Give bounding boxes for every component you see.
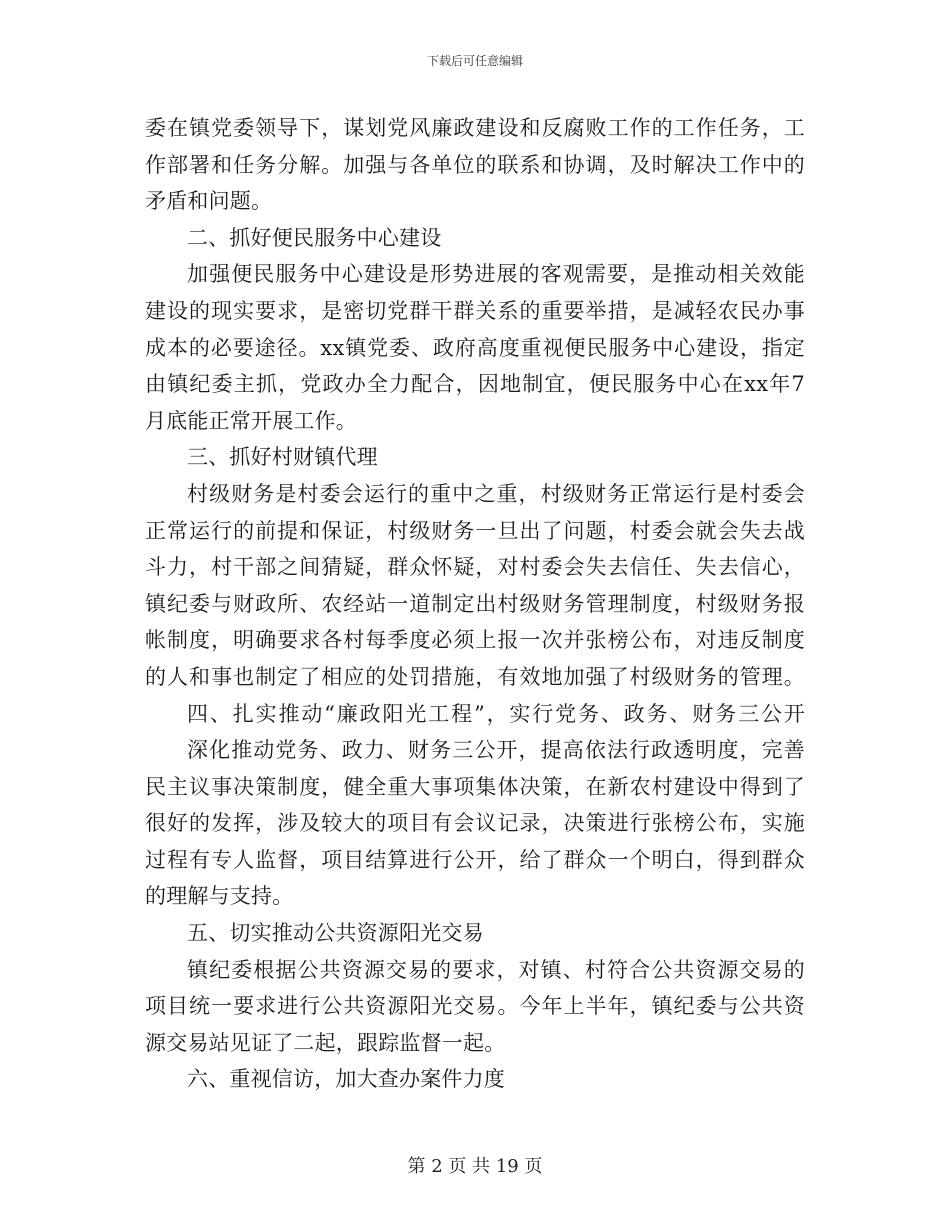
document-body (145, 110, 805, 1098)
page-header: 下载后可任意编辑 (426, 54, 523, 68)
paragraph-line: 成本的必要途径。xx镇党委、政府高度重视便民服务中心建设，指定 (145, 335, 805, 360)
paragraph-line: 四、扎实推动“廉政阳光工程”，实行党务、政务、财务三公开 (187, 701, 805, 726)
paragraph-line: 镇纪委根据公共资源交易的要求，对镇、村符合公共资源交易的 (187, 957, 805, 982)
section-heading-line: 五、切实推动公共资源阳光交易 (187, 921, 484, 946)
paragraph-line: 深化推动党务、政力、财务三公开，提高依法行政透明度，完善 (187, 738, 805, 763)
paragraph-line: 委在镇党委领导下，谋划党风廉政建设和反腐败工作的工作任务，工 (145, 116, 805, 140)
paragraph-line: 项目统一要求进行公共资源阳光交易。今年上半年，镇纪委与公共资 (145, 994, 805, 1019)
paragraph-line: 民主议事决策制度，健全重大事项集体决策，在新农村建设中得到了 (145, 774, 805, 799)
page-number-footer: 第 2 页 共 19 页 (407, 1156, 543, 1177)
paragraph-line: 很好的发挥，涉及较大的项目有会议记录，决策进行张榜公布，实施 (145, 811, 805, 836)
paragraph-line: 源交易站见证了二起，跟踪监督一起。 (145, 1030, 506, 1055)
paragraph-line: 作部署和任务分解。加强与各单位的联系和协调，及时解决工作中的 (145, 152, 805, 177)
section-heading-line: 六、重视信访，加大查办案件力度 (187, 1067, 505, 1092)
paragraph-line: 月底能正常开展工作。 (145, 408, 357, 433)
paragraph-line: 村级财务是村委会运行的重中之重，村级财务正常运行是村委会 (187, 481, 805, 506)
section-heading-line: 二、抓好便民服务中心建设 (187, 225, 442, 250)
paragraph-line: 矛盾和问题。 (145, 189, 273, 214)
paragraph-line: 过程有专人监督，项目结算进行公开，给了群众一个明白，得到群众 (145, 847, 805, 872)
paragraph-line: 的理解与支持。 (145, 884, 294, 909)
paragraph-line: 正常运行的前提和保证，村级财务一旦出了问题，村委会就会失去战 (145, 518, 805, 543)
paragraph-line: 建设的现实要求，是密切党群干群关系的重要举措，是减轻农民办事 (145, 298, 805, 323)
paragraph-line: 斗力，村干部之间猜疑，群众怀疑，对村委会失去信任、失去信心， (145, 555, 805, 580)
section-heading-line: 三、抓好村财镇代理 (187, 445, 378, 470)
paragraph-line: 镇纪委与财政所、农经站一道制定出村级财务管理制度，村级财务报 (145, 591, 805, 616)
paragraph-line: 的人和事也制定了相应的处罚措施，有效地加强了村级财务的管理。 (145, 664, 805, 689)
paragraph-line: 由镇纪委主抓，党政办全力配合，因地制宜，便民服务中心在xx年7 (145, 372, 805, 397)
paragraph-line: 加强便民服务中心建设是形势进展的客观需要，是推动相关效能 (187, 262, 805, 287)
paragraph-line: 帐制度，明确要求各村每季度必须上报一次并张榜公布，对违反制度 (145, 628, 805, 653)
